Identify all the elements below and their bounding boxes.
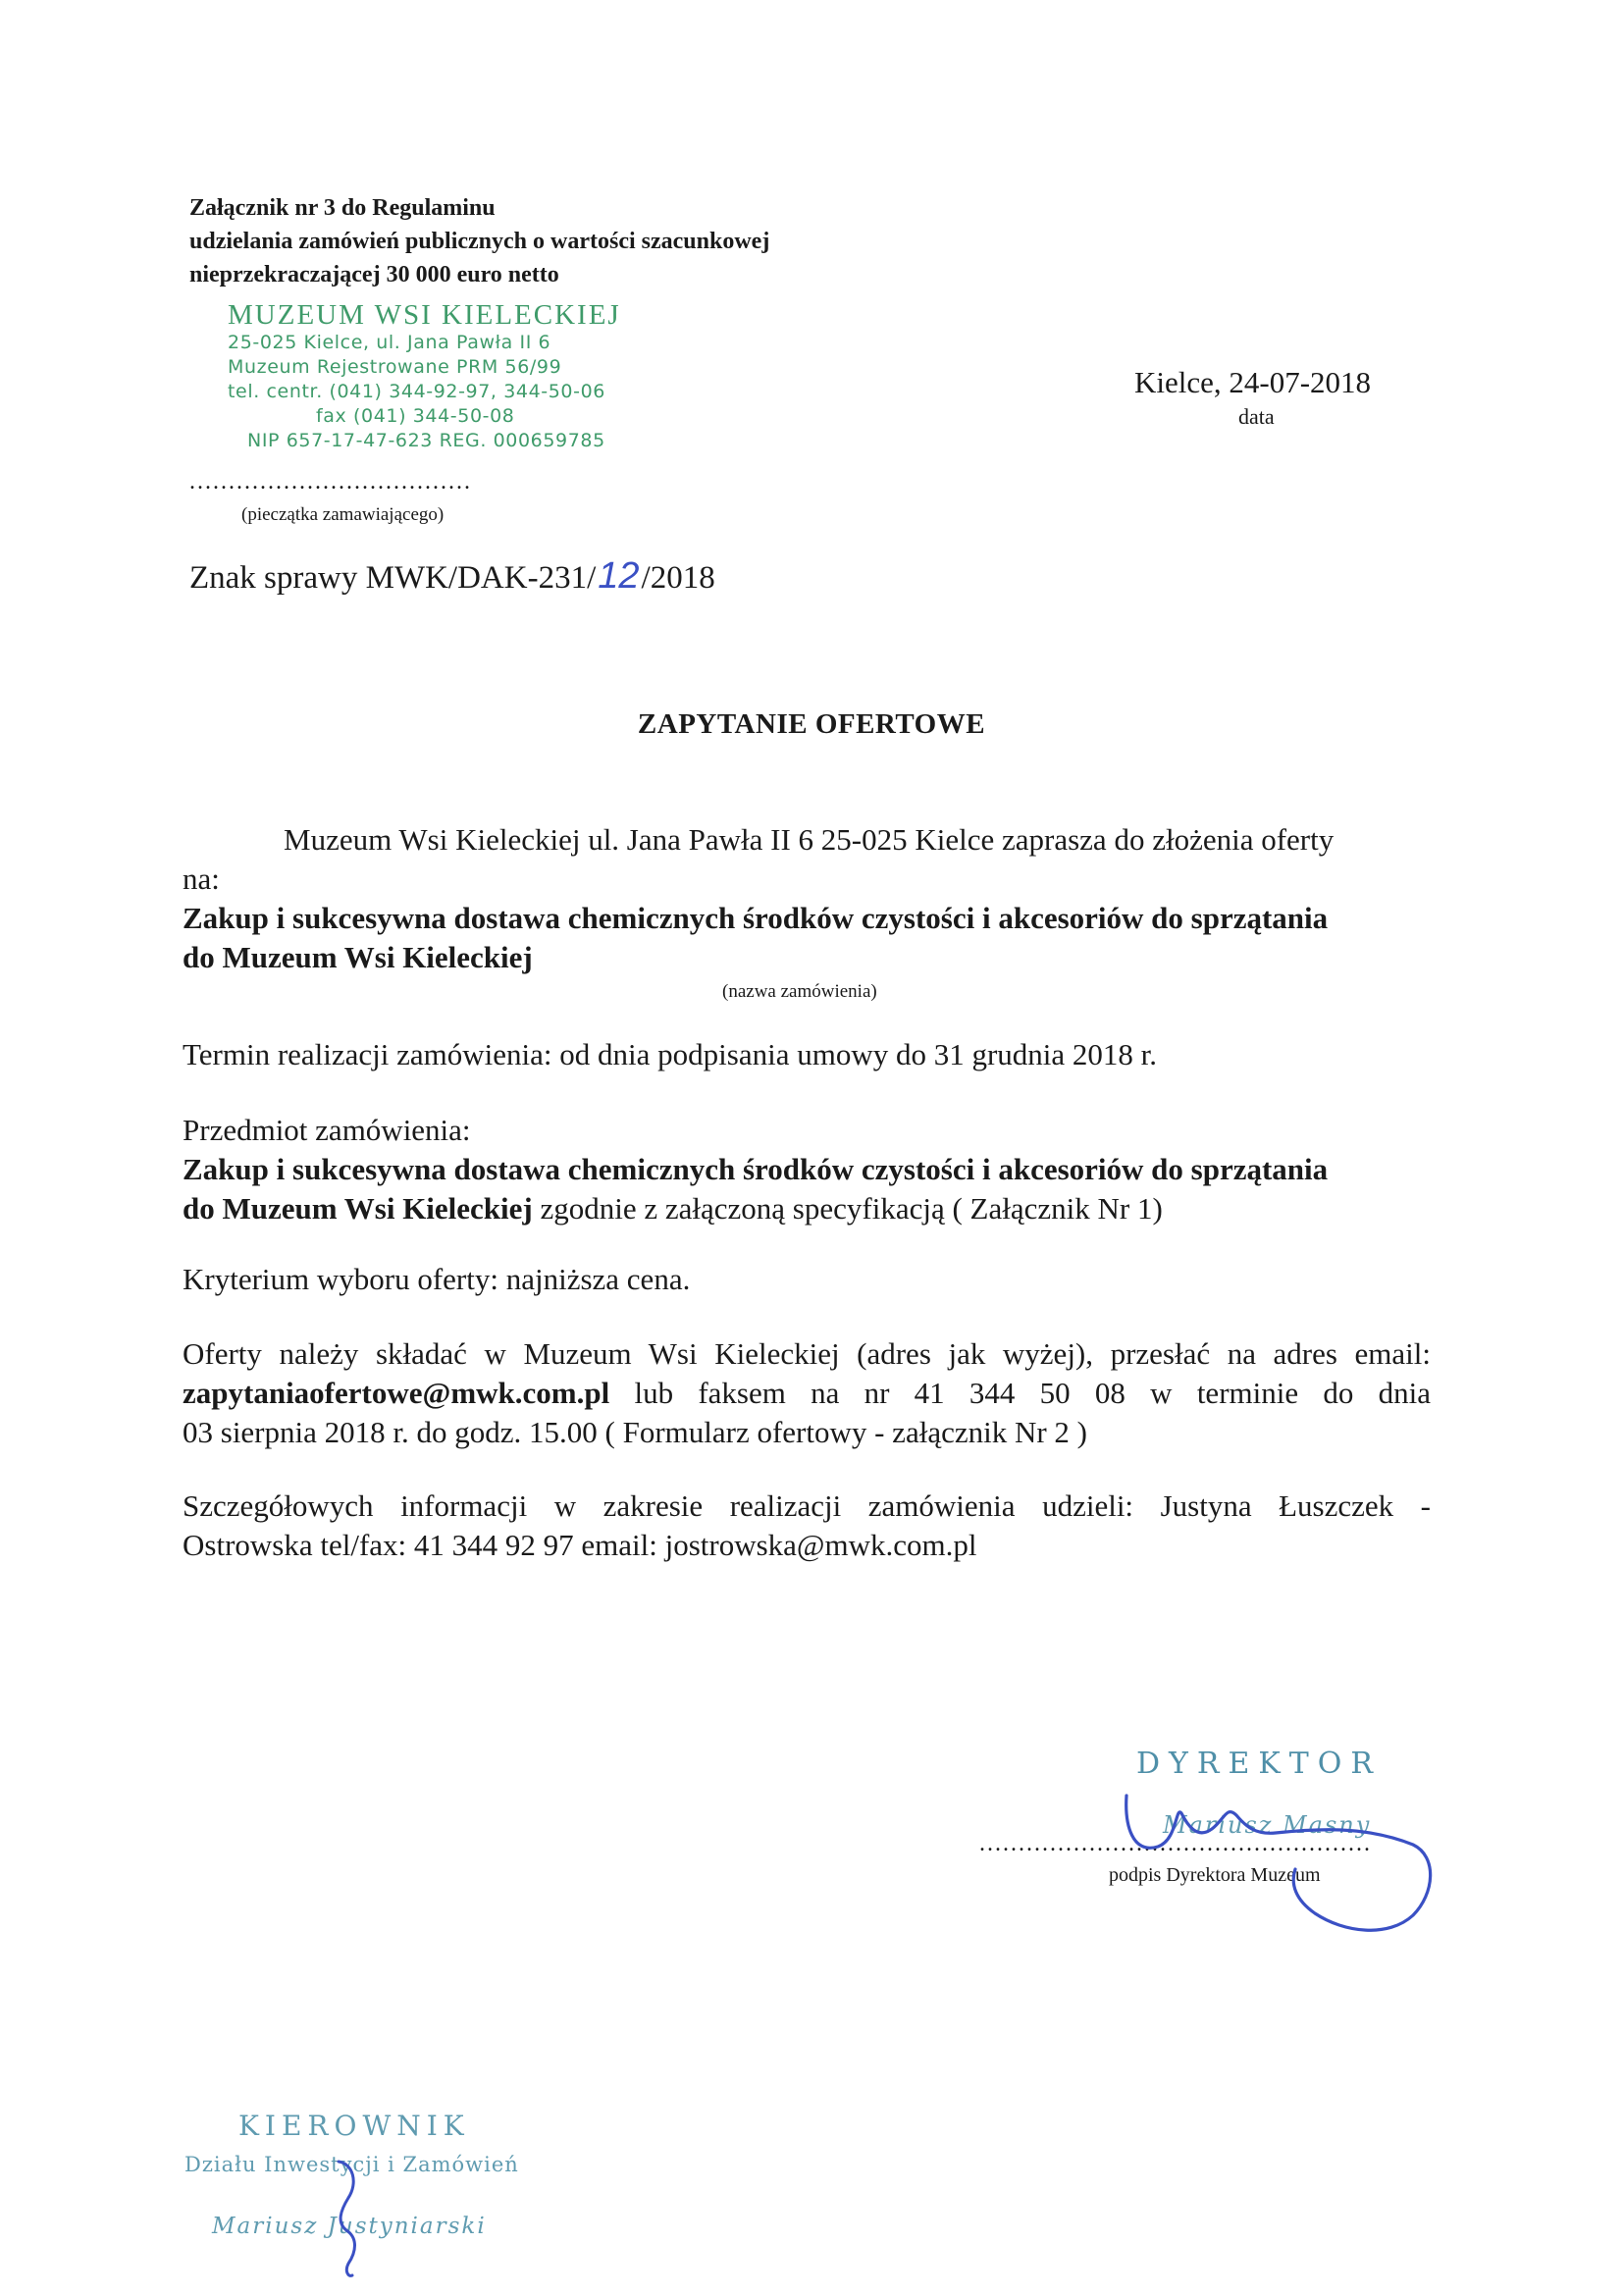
offers-email: zapytaniaofertowe@mwk.com.pl bbox=[183, 1376, 610, 1410]
manager-stamp-name: Mariusz Justyniarski bbox=[212, 2214, 487, 2239]
intro-line-2: na: bbox=[183, 861, 220, 896]
case-prefix: Znak sprawy MWK/DAK-231/ bbox=[189, 560, 597, 596]
stamp-ids: NIP 657-17-47-623 REG. 000659785 bbox=[247, 430, 605, 451]
order-name-caption: (nazwa zamówienia) bbox=[722, 981, 877, 1002]
museum-stamp bbox=[228, 299, 621, 453]
attachment-note bbox=[189, 191, 769, 291]
stamp-dotted-line: .................................... bbox=[189, 469, 472, 495]
contact bbox=[183, 1487, 1431, 1565]
director-stamp-name: Mariusz Masny bbox=[1163, 1811, 1372, 1839]
case-suffix: /2018 bbox=[641, 560, 715, 596]
stamp-register: Muzeum Rejestrowane PRM 56/99 bbox=[228, 356, 562, 378]
contact-line-2: Ostrowska tel/fax: 41 344 92 97 email: jostrowska@mwk.com.pl bbox=[183, 1528, 977, 1562]
attachment-line-3: nieprzekraczającej 30 000 euro netto bbox=[189, 262, 559, 287]
offers-line-3: 03 sierpnia 2018 r. do godz. 15.00 ( Formularz ofertowy - załącznik Nr 2 ) bbox=[183, 1415, 1087, 1449]
contact-line-1: Szczegółowych informacji w zakresie realizacji zamówienia udzieli: Justyna Łuszczek - bbox=[183, 1488, 1431, 1523]
place-date: Kielce, 24-07-2018 bbox=[1134, 365, 1372, 399]
subject-label: Przedmiot zamówienia: bbox=[183, 1113, 471, 1147]
director-signature bbox=[1119, 1786, 1452, 1972]
subject-line-2: do Muzeum Wsi Kieleckiej bbox=[183, 1191, 533, 1226]
director-dotted-line: .................................................. bbox=[979, 1831, 1372, 1856]
deadline: Termin realizacji zamówienia: od dnia podpisania umowy do 31 grudnia 2018 r. bbox=[183, 1037, 1158, 1071]
offers-line-2: lub faksem na nr 41 344 50 08 w terminie do dnia bbox=[634, 1376, 1431, 1410]
subject-rest: zgodnie z załączoną specyfikacją ( Załącznik Nr 1) bbox=[540, 1191, 1163, 1226]
director-caption: podpis Dyrektora Muzeum bbox=[1109, 1864, 1321, 1886]
order-name-line-1: Zakup i sukcesywna dostawa chemicznych środków czystości i akcesoriów do sprzątania bbox=[183, 901, 1329, 935]
stamp-caption: (pieczątka zamawiającego) bbox=[241, 504, 445, 525]
stamp-fax: fax (041) 344-50-08 bbox=[316, 405, 515, 427]
manager-stamp-department: Działu Inwestycji i Zamówień bbox=[184, 2153, 519, 2176]
director-stamp-title: DYREKTOR bbox=[1136, 1747, 1382, 1781]
manager-signature bbox=[319, 2154, 378, 2281]
order-name-line-2: do Muzeum Wsi Kieleckiej bbox=[183, 940, 533, 974]
stamp-name: MUZEUM WSI KIELECKIEJ bbox=[228, 299, 621, 331]
date-caption: data bbox=[1238, 404, 1275, 429]
case-handwritten-number: 12 bbox=[598, 555, 640, 597]
offers-line-1: Oferty należy składać w Muzeum Wsi Kieleckiej (adres jak wyżej), przesłać na adres email: bbox=[183, 1336, 1431, 1371]
intro-line-1: Muzeum Wsi Kieleckiej ul. Jana Pawła II 6 25-025 Kielce zaprasza do złożenia oferty bbox=[284, 822, 1335, 857]
document-title: ZAPYTANIE OFERTOWE bbox=[637, 708, 986, 740]
attachment-line-2: udzielania zamówień publicznych o wartości szacunkowej bbox=[189, 229, 770, 254]
intro bbox=[183, 820, 1431, 899]
stamp-phone: tel. centr. (041) 344-92-97, 344-50-06 bbox=[228, 381, 605, 402]
manager-stamp-title: KIEROWNIK bbox=[238, 2110, 470, 2142]
criterion: Kryterium wyboru oferty: najniższa cena. bbox=[183, 1262, 691, 1296]
subject-line-1: Zakup i sukcesywna dostawa chemicznych środków czystości i akcesoriów do sprzątania bbox=[183, 1152, 1329, 1186]
offers bbox=[183, 1334, 1431, 1452]
order-name bbox=[183, 899, 1431, 977]
subject bbox=[183, 1111, 1431, 1228]
attachment-line-1: Załącznik nr 3 do Regulaminu bbox=[189, 195, 496, 221]
case-number bbox=[189, 555, 715, 598]
stamp-address: 25-025 Kielce, ul. Jana Pawła II 6 bbox=[228, 332, 551, 353]
